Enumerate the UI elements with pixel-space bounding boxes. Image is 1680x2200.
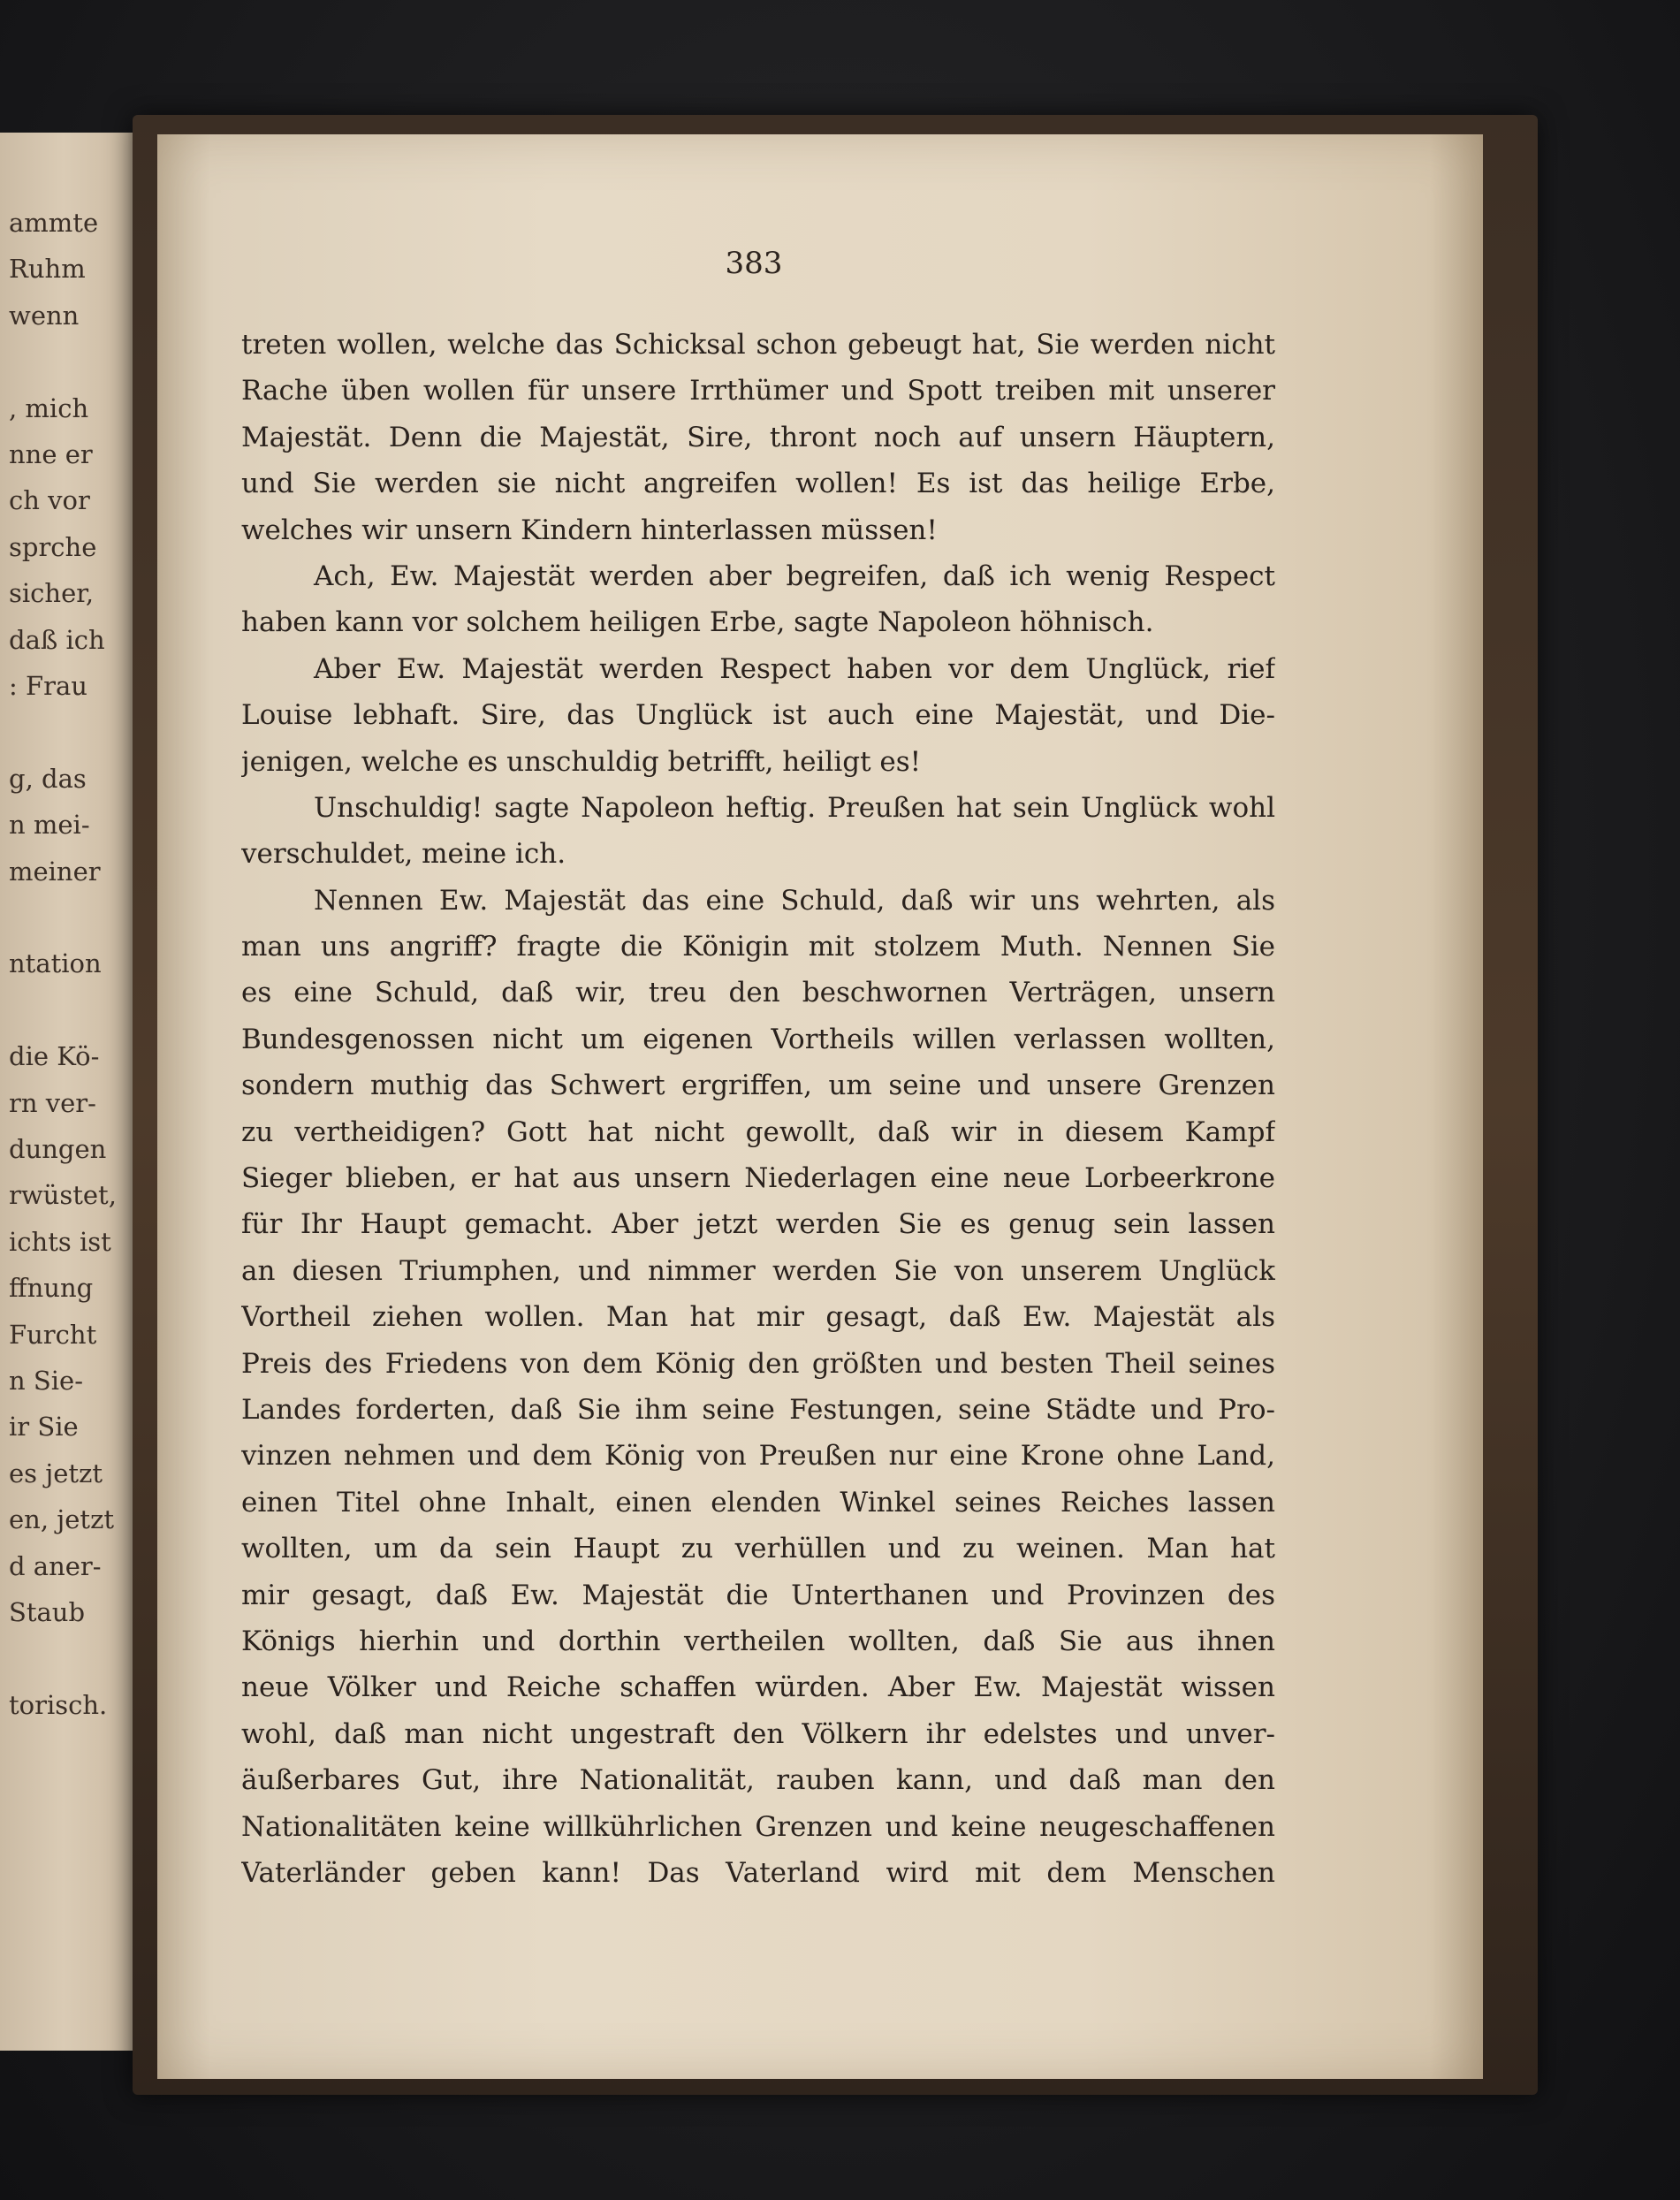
left-page-fragment: g, das [9, 763, 87, 794]
left-page-fragment: wenn [9, 300, 80, 331]
text-line: Vortheil ziehen wollen. Man hat mir gesagt, daß Ew. Majestät als [241, 1301, 1275, 1334]
text-line: zu vertheidigen? Gott hat nicht gewollt, daß wir in diesem Kampf [241, 1115, 1275, 1148]
left-page-fragment: rn ver- [9, 1087, 96, 1118]
text-line: Aber Ew. Majestät werden Respect haben vor dem Unglück, rief [314, 652, 1275, 685]
left-page-fragment: daß ich [9, 624, 105, 655]
paragraph [241, 553, 1275, 646]
text-line: Preis des Friedens von dem König den größten und besten Theil seines [241, 1347, 1275, 1380]
left-page-fragment: sicher, [9, 578, 95, 609]
left-page-fragment: d aner- [9, 1550, 102, 1581]
text-line: äußerbares Gut, ihre Nationalität, rauben kann, und daß man den [241, 1764, 1275, 1797]
paragraph [241, 878, 1275, 1897]
left-page-fragment: ir Sie [9, 1412, 79, 1443]
text-line: Sieger blieben, er hat aus unsern Niederlagen eine neue Lorbeerkrone [241, 1162, 1275, 1195]
paragraph [241, 646, 1275, 785]
left-page-fragment: Staub [9, 1597, 86, 1627]
text-line: Ach, Ew. Majestät werden aber begreifen, daß ich wenig Respect [314, 560, 1275, 592]
text-line: sondern muthig das Schwert ergriffen, um seine und unsere Grenzen [241, 1070, 1275, 1102]
text-line: jenigen, welche es unschuldig betrifft, heiligt es! [241, 745, 922, 778]
left-page-fragment: Ruhm [9, 254, 86, 285]
text-line: wohl, daß man nicht ungestraft den Völkern ihr edelstes und unver- [241, 1717, 1275, 1750]
left-page-fragment: ichts ist [9, 1226, 111, 1257]
text-line: und Sie werden sie nicht angreifen wollen! Es ist das heilige Erbe, [241, 468, 1275, 500]
text-line: neue Völker und Reiche schaffen würden. Aber Ew. Majestät wissen [241, 1671, 1275, 1704]
text-line: Rache üben wollen für unsere Irrthümer und Spott treiben mit unserer [241, 375, 1275, 407]
text-line: haben kann vor solchem heiligen Erbe, sagte Napoleon höhnisch. [241, 606, 1154, 639]
left-page-fragment: n mei- [9, 810, 90, 841]
text-line: Nationalitäten keine willkührlichen Grenzen und keine neugeschaffenen [241, 1810, 1275, 1843]
left-page-fragment: rwüstet, [9, 1180, 117, 1211]
text-line: treten wollen, welche das Schicksal schon gebeugt hat, Sie werden nicht [241, 329, 1275, 361]
text-line: man uns angriff? fragte die Königin mit stolzem Muth. Nennen Sie [241, 931, 1275, 963]
text-line: welches wir unsern Kindern hinterlassen müssen! [241, 514, 938, 546]
right-page [157, 134, 1483, 2079]
paragraph [241, 785, 1275, 878]
left-page-fragment: dungen [9, 1134, 107, 1164]
page-text [241, 322, 1275, 1896]
text-line: Unschuldig! sagte Napoleon heftig. Preußen hat sein Unglück wohl [314, 791, 1275, 824]
text-line: verschuldet, meine ich. [241, 838, 566, 871]
left-page-fragment: en, jetzt [9, 1504, 115, 1535]
text-line: für Ihr Haupt gemacht. Aber jetzt werden Sie es genug sein lassen [241, 1208, 1275, 1241]
text-line: Landes forderten, daß Sie ihm seine Festungen, seine Städte und Pro- [241, 1393, 1275, 1426]
left-page-fragment: n Sie- [9, 1366, 83, 1396]
text-line: vinzen nehmen und dem König von Preußen nur eine Krone ohne Land, [241, 1440, 1275, 1473]
left-page-fragment: nne er [9, 439, 93, 469]
text-line: wollten, um da sein Haupt zu verhüllen und zu weinen. Man hat [241, 1533, 1275, 1565]
text-line: mir gesagt, daß Ew. Majestät die Unterthanen und Provinzen des [241, 1579, 1275, 1611]
text-line: an diesen Triumphen, und nimmer werden Sie von unserem Unglück [241, 1254, 1275, 1287]
left-page-fragment: ch vor [9, 485, 90, 516]
left-page-fragment: , mich [9, 392, 89, 423]
paragraph [241, 322, 1275, 553]
text-line: Louise lebhaft. Sire, das Unglück ist auch eine Majestät, und Die- [241, 699, 1275, 732]
text-line: Nennen Ew. Majestät das eine Schuld, daß wir uns wehrten, als [314, 884, 1275, 917]
text-line: Vaterländer geben kann! Das Vaterland wird mit dem Menschen [241, 1856, 1275, 1889]
left-page-fragment: ammte [9, 208, 99, 238]
left-page-fragment: meiner [9, 856, 101, 887]
left-page-fragment: die Kö- [9, 1041, 100, 1072]
page-number: 383 [725, 246, 783, 281]
text-line: Majestät. Denn die Majestät, Sire, thront noch auf unsern Häuptern, [241, 421, 1275, 453]
left-page-fragment: ffnung [9, 1273, 94, 1304]
text-line: einen Titel ohne Inhalt, einen elenden Winkel seines Reiches lassen [241, 1486, 1275, 1519]
text-line: es eine Schuld, daß wir, treu den beschwornen Verträgen, unsern [241, 977, 1275, 1009]
left-page-fragment: torisch. [9, 1689, 108, 1720]
text-line: Königs hierhin und dorthin vertheilen wollten, daß Sie aus ihnen [241, 1625, 1275, 1657]
left-page-fragment: sprche [9, 531, 97, 562]
left-page-fragment: : Frau [9, 671, 87, 701]
text-line: Bundesgenossen nicht um eigenen Vortheils willen verlassen wollten, [241, 1023, 1275, 1055]
left-page-fragment: es jetzt [9, 1458, 103, 1488]
left-page-fragment: Furcht [9, 1319, 97, 1350]
left-page-fragment: ntation [9, 948, 102, 979]
